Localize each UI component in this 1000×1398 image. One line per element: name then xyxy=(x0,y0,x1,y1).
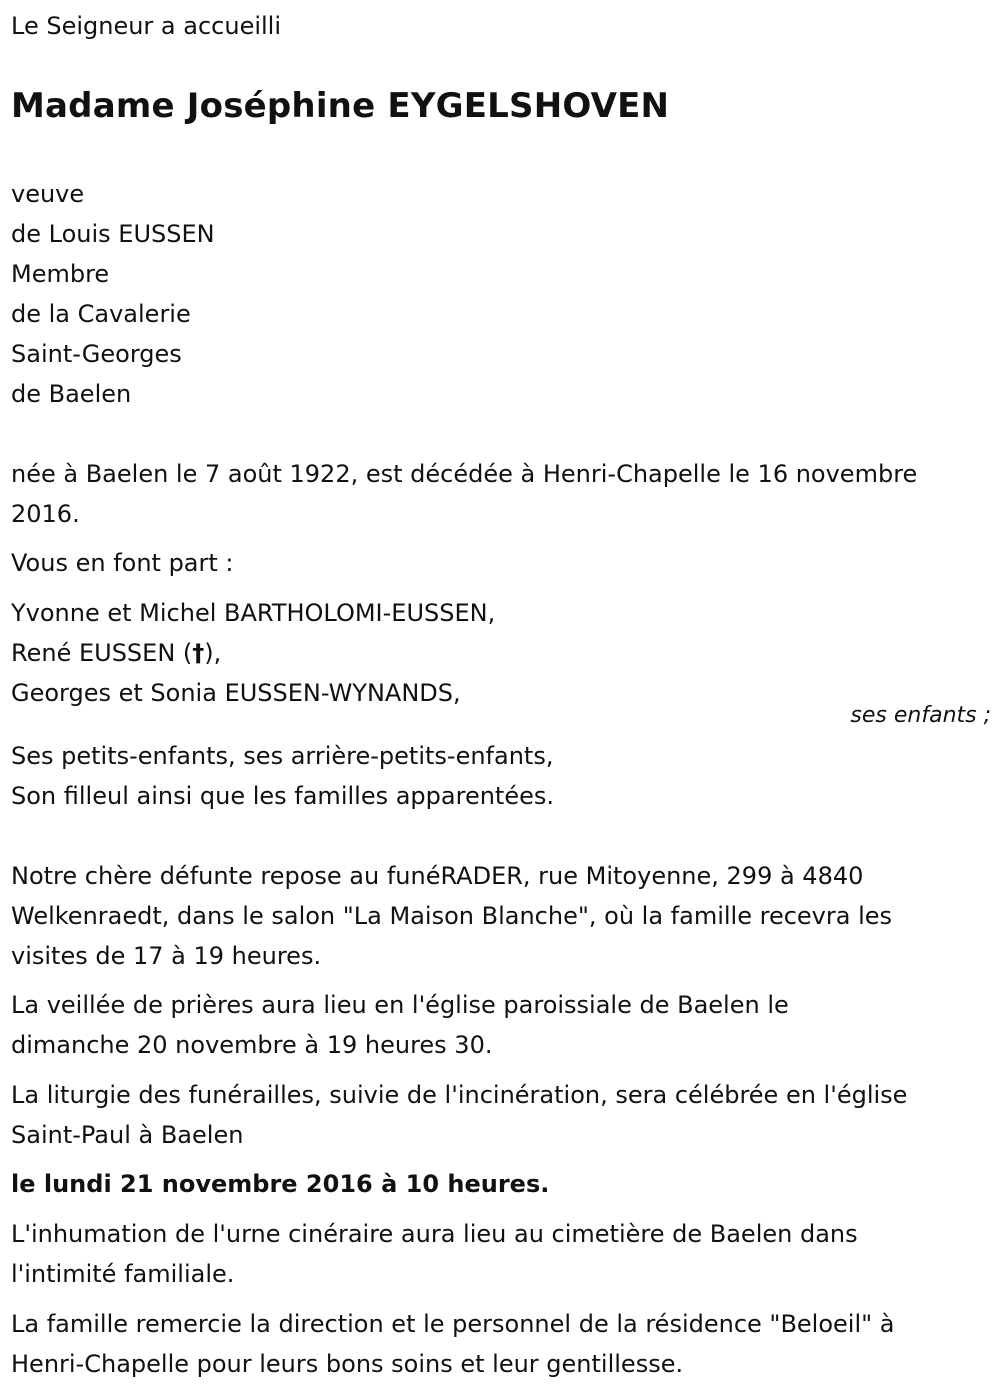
paragraph-line: 2016. xyxy=(11,500,80,528)
quality-line: veuve xyxy=(11,180,85,208)
paragraph-line: dimanche 20 novembre à 19 heures 30. xyxy=(11,1031,493,1059)
child-suffix: ), xyxy=(204,639,222,667)
quality-line: de Baelen xyxy=(11,380,132,408)
paragraph-line: La liturgie des funérailles, suivie de l'incinération, sera célébrée en l'église xyxy=(11,1081,908,1109)
paragraph-line: Saint-Paul à Baelen xyxy=(11,1121,244,1149)
family-line: Ses petits-enfants, ses arrière-petits-enfants, xyxy=(11,742,554,770)
announce-text: Vous en font part : xyxy=(11,549,234,577)
qualities-block xyxy=(11,174,215,414)
child-entry xyxy=(11,633,495,673)
family-block xyxy=(11,736,554,816)
paragraph-line: née à Baelen le 7 août 1922, est décédée à Henri-Chapelle le 16 novembre xyxy=(11,460,918,488)
paragraph-line: L'inhumation de l'urne cinéraire aura lieu au cimetière de Baelen dans xyxy=(11,1220,858,1248)
quality-line: Membre xyxy=(11,260,110,288)
paragraph-line: Notre chère défunte repose au funéRADER, rue Mitoyenne, 299 à 4840 xyxy=(11,862,864,890)
children-list xyxy=(11,593,495,713)
burial-paragraph xyxy=(11,1214,991,1294)
funeral-date: le lundi 21 novembre 2016 à 10 heures. xyxy=(11,1170,550,1198)
quality-line: de Louis EUSSEN xyxy=(11,220,215,248)
children-role-label: ses enfants ; xyxy=(850,703,991,728)
cross-icon: † xyxy=(192,639,205,667)
family-line: Son filleul ainsi que les familles apparentées. xyxy=(11,782,554,810)
child-entry: Yvonne et Michel BARTHOLOMI-EUSSEN, xyxy=(11,599,496,627)
deceased-name: Madame Joséphine EYGELSHOVEN xyxy=(11,86,670,126)
quality-line: Saint-Georges xyxy=(11,340,182,368)
thanks-paragraph xyxy=(11,1304,996,1384)
child-name: René EUSSEN ( xyxy=(11,639,193,667)
liturgy-paragraph xyxy=(11,1075,1000,1155)
wake-paragraph xyxy=(11,856,991,976)
paragraph-line: l'intimité familiale. xyxy=(11,1260,235,1288)
vigil-paragraph xyxy=(11,985,991,1065)
paragraph-line: La veillée de prières aura lieu en l'église paroissiale de Baelen le xyxy=(11,991,789,1019)
intro-text: Le Seigneur a accueilli xyxy=(11,12,282,40)
paragraph-line: Welkenraedt, dans le salon "La Maison Blanche", où la famille recevra les xyxy=(11,902,893,930)
paragraph-line: visites de 17 à 19 heures. xyxy=(11,942,322,970)
paragraph-line: Henri-Chapelle pour leurs bons soins et leur gentillesse. xyxy=(11,1350,684,1378)
child-entry: Georges et Sonia EUSSEN-WYNANDS, xyxy=(11,679,461,707)
birth-death-paragraph xyxy=(11,454,991,534)
quality-line: de la Cavalerie xyxy=(11,300,191,328)
paragraph-line: La famille remercie la direction et le personnel de la résidence "Beloeil" à xyxy=(11,1310,895,1338)
